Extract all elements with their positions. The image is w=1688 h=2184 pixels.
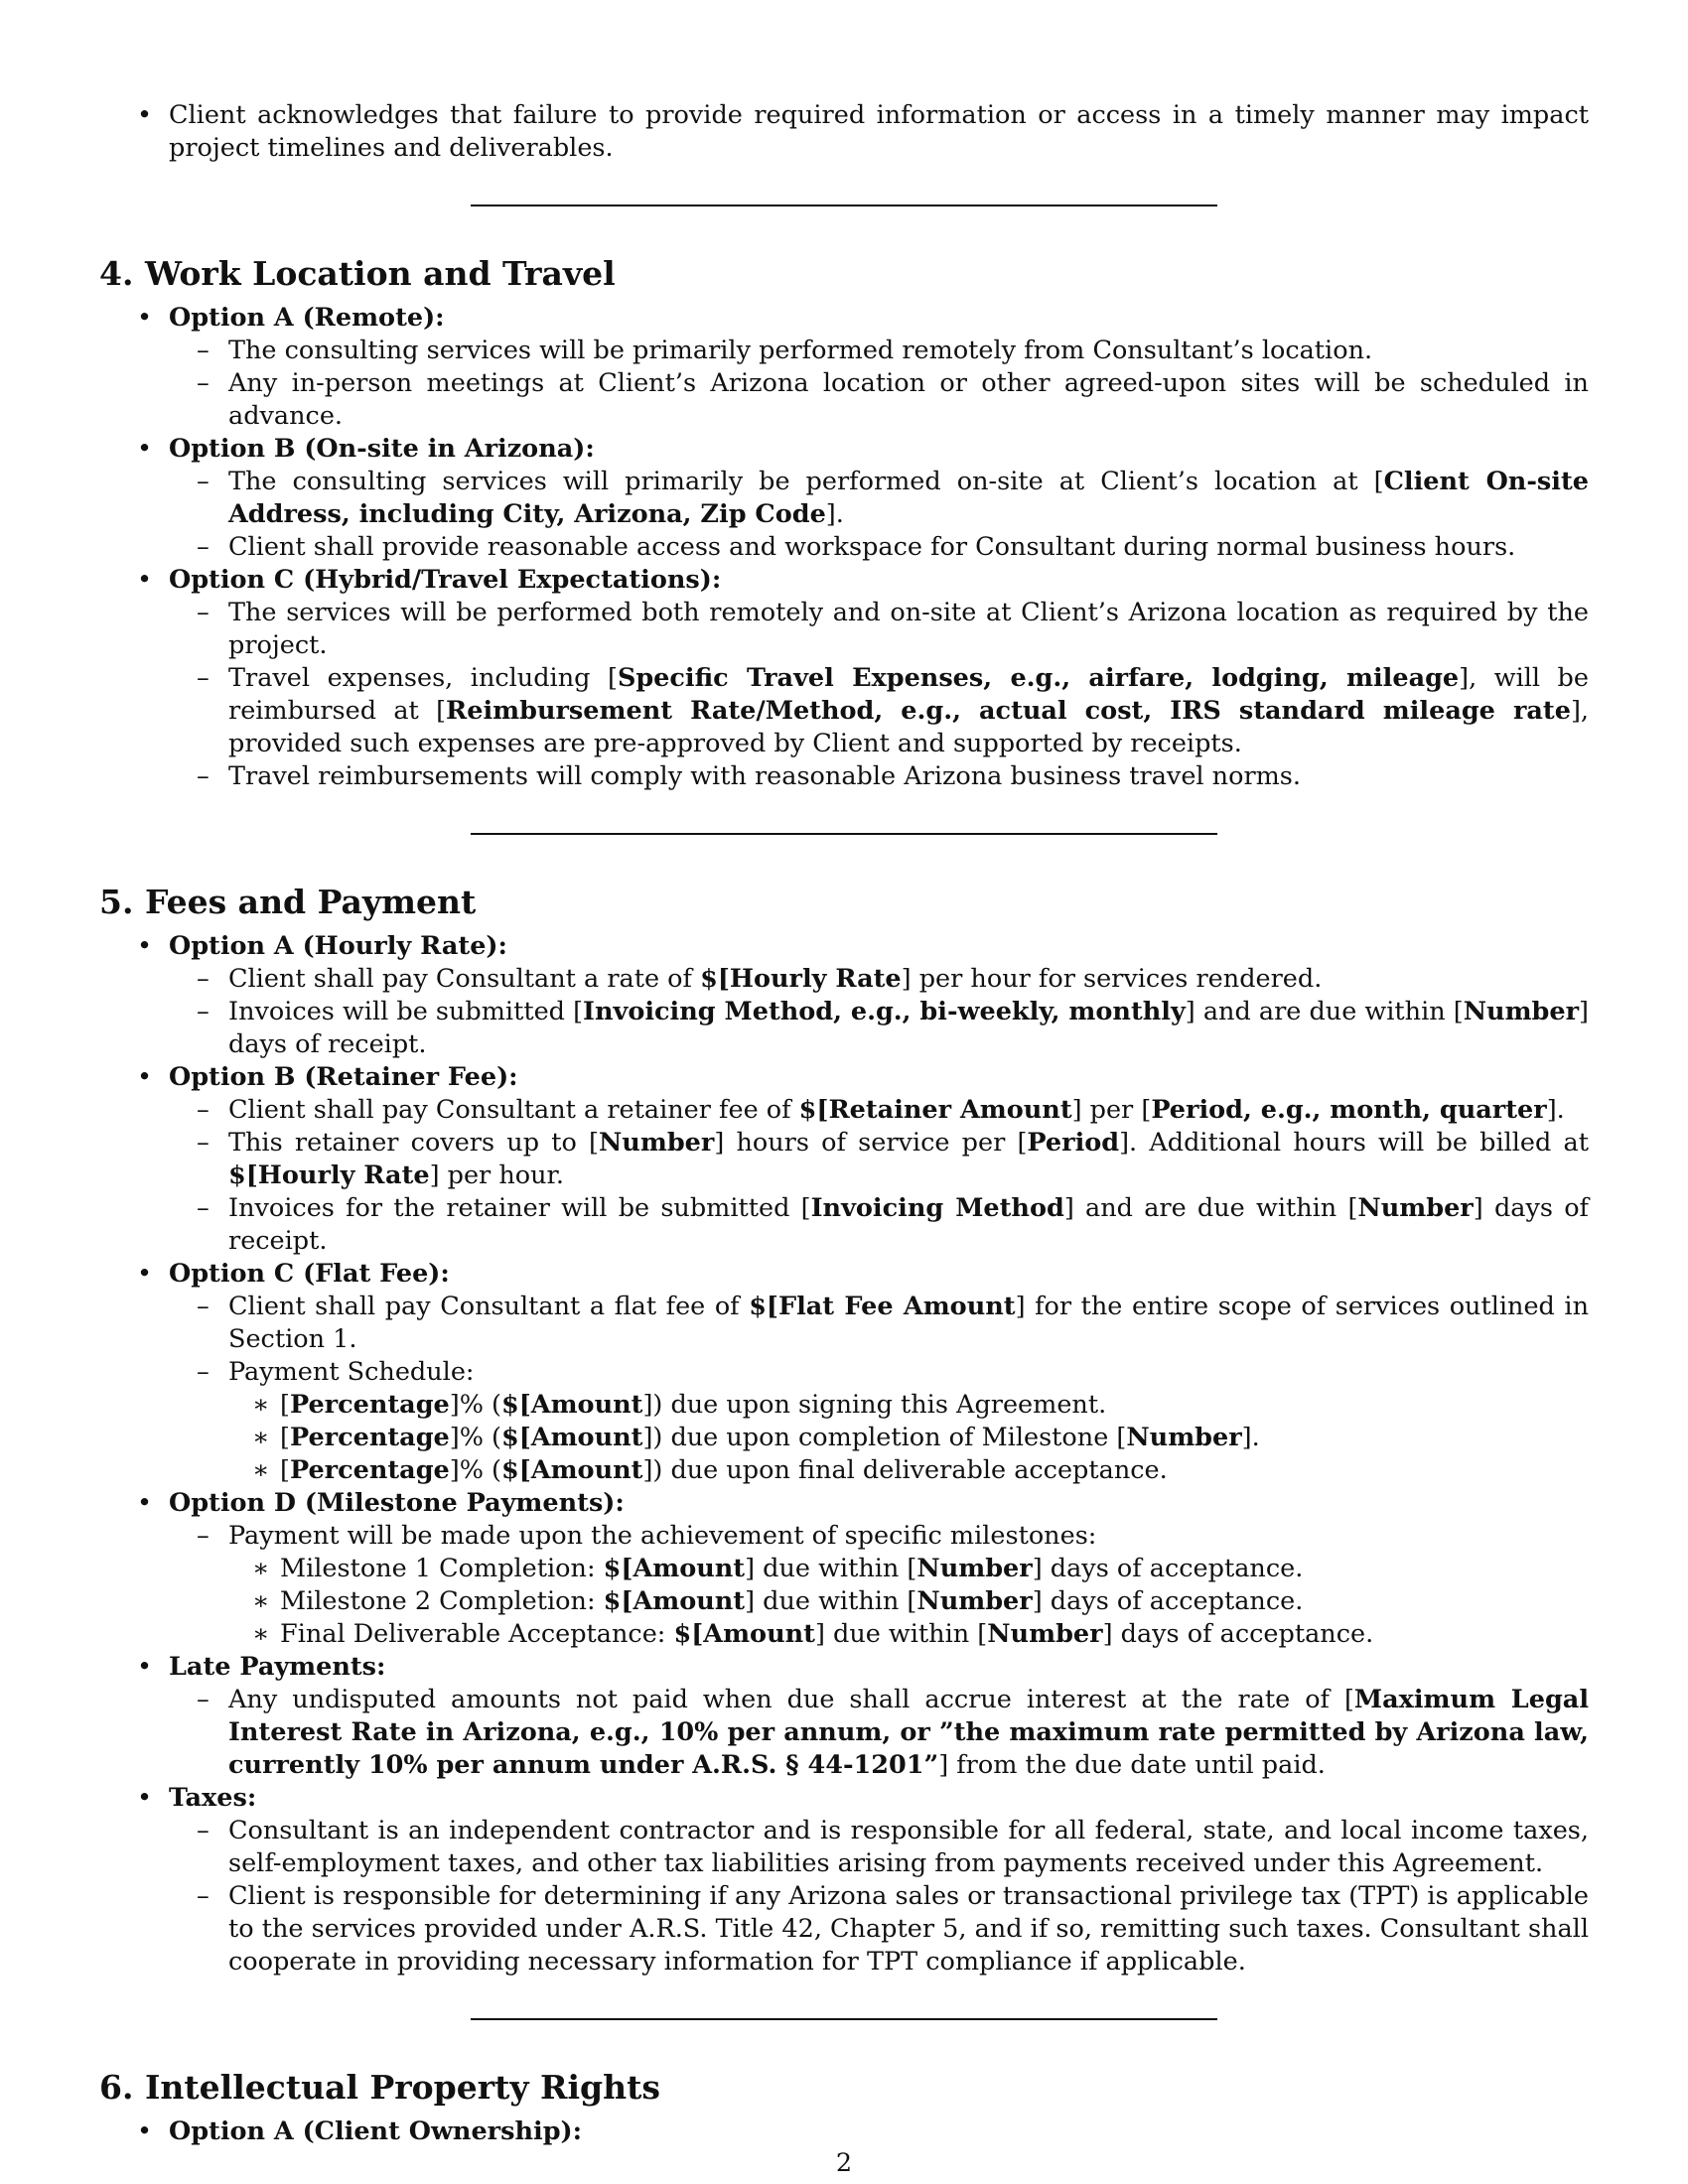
option-a-remote: • Option A (Remote): – The consulting services will be primarily performed remotely from Consultant’s location. – Any in-person meetings at Client’s Arizona location or other agreed-upon sites will be scheduled in advance. bbox=[99, 302, 1589, 433]
section-divider bbox=[471, 2018, 1217, 2020]
section-6-heading: 6. Intellectual Property Rights bbox=[99, 2068, 660, 2107]
option-b-onsite: • Option B (On-site in Arizona): – The consulting services will primarily be performed on-site at Client’s location at [Client On-site Address, including City, Arizona, Zip Code]. – Client shall provide reasonable access and workspace for Consultant during normal business hours. bbox=[99, 433, 1589, 564]
intro-list bbox=[99, 99, 1589, 165]
late-payments: • Late Payments: – Any undisputed amounts not paid when due shall accrue interest at the rate of [Maximum Legal Interest Rate in Arizona, e.g., 10% per annum, or ”the maximum rate permitted by Arizona law, currently 10% per annum under A.R.S. § 44-1201”] from the due date until paid. bbox=[99, 1651, 1589, 1782]
section-6-options bbox=[99, 2116, 1589, 2148]
list-item: – Payment will be made upon the achievement of specific milestones: ∗ Milestone 1 Completion: $[Amount] due within [Number] days of acceptance. ∗ Milestone 2 Completion: $[Amount] due within [Number] days of acceptance. ∗ Final Deliverable Acceptance: $[Amount] due within [Number] days of acceptance. bbox=[169, 1520, 1589, 1651]
list-item: – Consultant is an independent contractor and is responsible for all federal, state, and local income taxes, self-employment taxes, and other tax liabilities arising from payments received under this Agreement. bbox=[169, 1815, 1589, 1880]
list-item: – Any in-person meetings at Client’s Arizona location or other agreed-upon sites will be scheduled in advance. bbox=[169, 367, 1589, 433]
list-item: – Client shall pay Consultant a rate of $[Hourly Rate] per hour for services rendered. bbox=[169, 963, 1589, 996]
taxes: • Taxes: – Consultant is an independent contractor and is responsible for all federal, state, and local income taxes, self-employment taxes, and other tax liabilities arising from payments received under this Agreement. – Client is responsible for determining if any Arizona sales or transactional privilege tax (TPT) is applicable to the services provided under A.R.S. Title 42, Chapter 5, and if so, remitting such taxes. Consultant shall cooperate in providing necessary information for TPT compliance if applicable. bbox=[99, 1782, 1589, 1979]
list-item: – Client shall provide reasonable access and workspace for Consultant during normal business hours. bbox=[169, 531, 1589, 564]
list-item: – Payment Schedule: ∗ [Percentage]% ($[Amount]) due upon signing this Agreement. ∗ [Percentage]% ($[Amount]) due upon completion of Milestone [Number]. ∗ [Percentage]% ($[Amount]) due upon final deliverable acceptance. bbox=[169, 1356, 1589, 1487]
list-item: ∗ Milestone 1 Completion: $[Amount] due within [Number] days of acceptance. bbox=[228, 1553, 1589, 1585]
list-item: – Client shall pay Consultant a flat fee of $[Flat Fee Amount] for the entire scope of services outlined in Section 1. bbox=[169, 1291, 1589, 1356]
list-item: – Travel reimbursements will comply with reasonable Arizona business travel norms. bbox=[169, 760, 1589, 793]
option-c-flat-fee: • Option C (Flat Fee): – Client shall pay Consultant a flat fee of $[Flat Fee Amount] for the entire scope of services outlined in Section 1. – Payment Schedule: ∗ [Percentage]% ($[Amount]) due upon signing this Agreement. ∗ [Percentage]% ($[Amount]) due upon completion of Milestone [Number]. ∗ [Percentage]% ($[Amount]) due upon final deliverable acceptance. bbox=[99, 1258, 1589, 1487]
option-d-milestone: • Option D (Milestone Payments): – Payment will be made upon the achievement of specific milestones: ∗ Milestone 1 Completion: $[Amount] due within [Number] days of acceptance. ∗ Milestone 2 Completion: $[Amount] due within [Number] days of acceptance. ∗ Final Deliverable Acceptance: $[Amount] due within [Number] days of acceptance. bbox=[99, 1487, 1589, 1651]
option-a-client-ownership: • Option A (Client Ownership): bbox=[99, 2116, 1589, 2148]
section-divider bbox=[471, 833, 1217, 835]
intro-bullet: • Client acknowledges that failure to provide required information or access in a timely manner may impact project timelines and deliverables. bbox=[99, 99, 1589, 165]
page-number: 2 bbox=[835, 2148, 853, 2178]
list-item: – The services will be performed both remotely and on-site at Client’s Arizona location as required by the project. bbox=[169, 597, 1589, 662]
list-item: – This retainer covers up to [Number] hours of service per [Period]. Additional hours will be billed at $[Hourly Rate] per hour. bbox=[169, 1127, 1589, 1192]
section-5-heading: 5. Fees and Payment bbox=[99, 883, 477, 921]
section-5-options bbox=[99, 930, 1589, 1979]
section-divider bbox=[471, 205, 1217, 206]
option-c-hybrid: • Option C (Hybrid/Travel Expectations): – The services will be performed both remotely and on-site at Client’s Arizona location as required by the project. – Travel expenses, including [Specific Travel Expenses, e.g., airfare, lodging, mileage], will be reimbursed at [Reimbursement Rate/Method, e.g., actual cost, IRS standard mileage rate], provided such expenses are pre-approved by Client and supported by receipts. – Travel reimbursements will comply with reasonable Arizona business travel norms. bbox=[99, 564, 1589, 793]
list-item: – The consulting services will be primarily performed remotely from Consultant’s location. bbox=[169, 335, 1589, 367]
list-item: ∗ [Percentage]% ($[Amount]) due upon final deliverable acceptance. bbox=[228, 1454, 1589, 1487]
page-content bbox=[99, 99, 1589, 2148]
list-item: – Client is responsible for determining if any Arizona sales or transactional privilege tax (TPT) is applicable to the services provided under A.R.S. Title 42, Chapter 5, and if so, remitting such taxes. Consultant shall cooperate in providing necessary information for TPT compliance if applicable. bbox=[169, 1880, 1589, 1979]
list-item: – Invoices will be submitted [Invoicing Method, e.g., bi-weekly, monthly] and are due within [Number] days of receipt. bbox=[169, 996, 1589, 1061]
list-item: ∗ [Percentage]% ($[Amount]) due upon signing this Agreement. bbox=[228, 1389, 1589, 1422]
list-item: – Any undisputed amounts not paid when due shall accrue interest at the rate of [Maximum Legal Interest Rate in Arizona, e.g., 10% per annum, or ”the maximum rate permitted by Arizona law, currently 10% per annum under A.R.S. § 44-1201”] from the due date until paid. bbox=[169, 1684, 1589, 1782]
list-item: ∗ [Percentage]% ($[Amount]) due upon completion of Milestone [Number]. bbox=[228, 1422, 1589, 1454]
list-item: ∗ Milestone 2 Completion: $[Amount] due within [Number] days of acceptance. bbox=[228, 1585, 1589, 1618]
option-b-retainer: • Option B (Retainer Fee): – Client shall pay Consultant a retainer fee of $[Retainer Amount] per [Period, e.g., month, quarter]. – This retainer covers up to [Number] hours of service per [Period]. Additional hours will be billed at $[Hourly Rate] per hour. – Invoices for the retainer will be submitted [Invoicing Method] and are due within [Number] days of receipt. bbox=[99, 1061, 1589, 1258]
list-item: – Invoices for the retainer will be submitted [Invoicing Method] and are due within [Number] days of receipt. bbox=[169, 1192, 1589, 1258]
list-item: – The consulting services will primarily be performed on-site at Client’s location at [Client On-site Address, including City, Arizona, Zip Code]. bbox=[169, 466, 1589, 531]
list-item: ∗ Final Deliverable Acceptance: $[Amount] due within [Number] days of acceptance. bbox=[228, 1618, 1589, 1651]
section-4-options bbox=[99, 302, 1589, 793]
list-item: – Travel expenses, including [Specific Travel Expenses, e.g., airfare, lodging, mileage], will be reimbursed at [Reimbursement Rate/Method, e.g., actual cost, IRS standard mileage rate], provided such expenses are pre-approved by Client and supported by receipts. bbox=[169, 662, 1589, 760]
section-4-heading: 4. Work Location and Travel bbox=[99, 254, 616, 293]
option-a-hourly: • Option A (Hourly Rate): – Client shall pay Consultant a rate of $[Hourly Rate] per hour for services rendered. – Invoices will be submitted [Invoicing Method, e.g., bi-weekly, monthly] and are due within [Number] days of receipt. bbox=[99, 930, 1589, 1061]
list-item: – Client shall pay Consultant a retainer fee of $[Retainer Amount] per [Period, e.g., month, quarter]. bbox=[169, 1094, 1589, 1127]
